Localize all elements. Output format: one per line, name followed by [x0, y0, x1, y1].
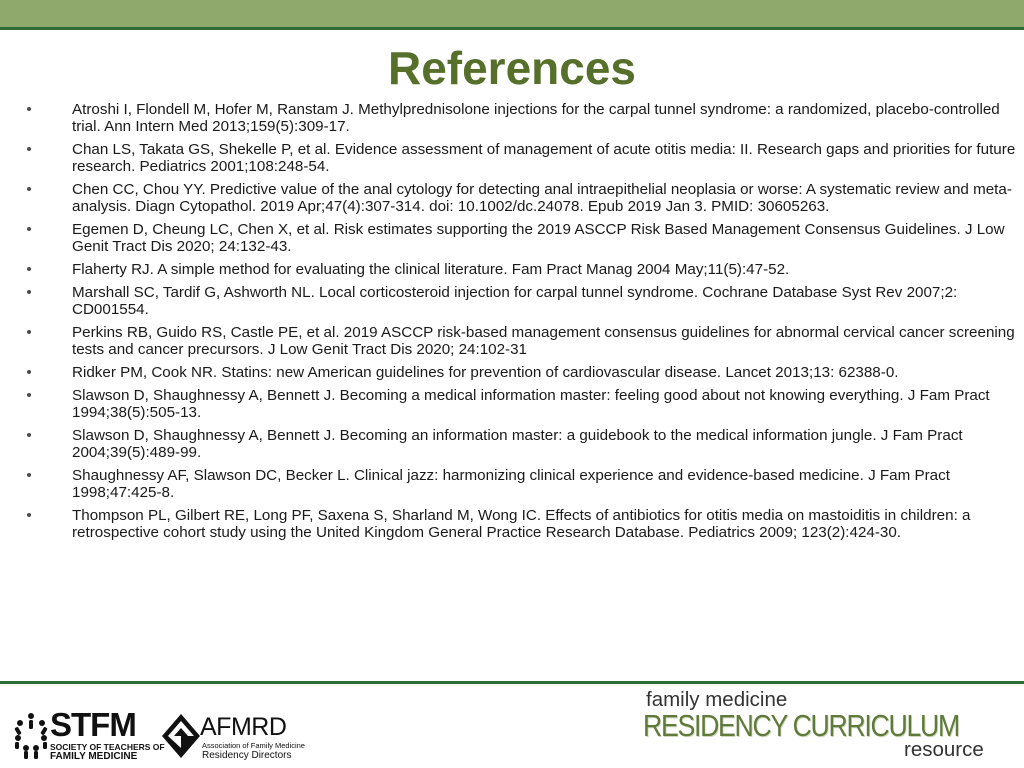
bullet-icon: •: [26, 101, 32, 118]
reference-item: [22, 364, 1022, 381]
reference-text: Slawson D, Shaughnessy A, Bennett J. Becoming a medical information master: feeling good about not knowing everything. J Fam Pract 1994;38(5):505-13.: [72, 387, 990, 421]
reference-text: Egemen D, Cheung LC, Chen X, et al. Risk estimates supporting the 2019 ASCCP Risk Based Management Consensus Guidelines. J Low Genit Tract Dis 2020; 24:132-43.: [72, 221, 1005, 255]
reference-item: [22, 324, 1022, 358]
bullet-icon: •: [26, 427, 32, 444]
reference-text: Chan LS, Takata GS, Shekelle P, et al. Evidence assessment of management of acute otitis media: II. Research gaps and priorities for future research. Pediatrics 2001;108:248-54.: [72, 141, 1016, 175]
reference-text: Shaughnessy AF, Slawson DC, Becker L. Clinical jazz: harmonizing clinical experience and evidence-based medicine. J Fam Pract 1998;47:425-8.: [72, 467, 950, 501]
bullet-icon: •: [26, 364, 32, 381]
reference-text: Slawson D, Shaughnessy A, Bennett J. Becoming an information master: a guidebook to the medical information jungle. J Fam Pract 2004;39(5):489-99.: [72, 427, 963, 461]
header-rule: [0, 27, 1024, 30]
afmrd-subtitle-line2: Residency Directors: [202, 750, 292, 761]
reference-item: [22, 261, 1022, 278]
stfm-logo: [14, 706, 165, 762]
reference-item: [22, 507, 1022, 541]
bullet-icon: •: [26, 141, 32, 158]
reference-item: [22, 181, 1022, 215]
reference-text: Ridker PM, Cook NR. Statins: new American guidelines for prevention of cardiovascular disease. Lancet 2013;13: 62388-0.: [72, 364, 899, 381]
people-circle-icon: [14, 710, 48, 760]
reference-item: [22, 427, 1022, 461]
reference-text: Chen CC, Chou YY. Predictive value of the anal cytology for detecting anal intraepithelial neoplasia or worse: A systematic review and meta-analysis. Diagn Cytopathol. 2019 Apr;47(4):307-314. doi: 10.1002/dc.24078. Epub 2019 Jan 3. PMID: 30605263.: [72, 181, 1012, 215]
stfm-subtitle-line1: SOCIETY OF TEACHERS OF: [50, 742, 165, 752]
reference-text: Marshall SC, Tardif G, Ashworth NL. Local corticosteroid injection for carpal tunnel syndrome. Cochrane Database Syst Rev 2007;2: CD001554.: [72, 284, 958, 318]
curriculum-logo-line2: RESIDENCY CURRICULUM: [643, 708, 959, 743]
reference-item: [22, 221, 1022, 255]
reference-text: Thompson PL, Gilbert RE, Long PF, Saxena S, Sharland M, Wong IC. Effects of antibiotics for otitis media on mastoiditis in children: a retrospective cohort study using the United Kingdom General Practice Research Database. Pediatrics 2009; 123(2):424-30.: [72, 507, 971, 541]
reference-item: [22, 101, 1022, 135]
page-title: References: [387, 42, 637, 94]
stfm-wordmark: STFM: [50, 706, 136, 743]
reference-text: Atroshi I, Flondell M, Hofer M, Ranstam J. Methylprednisolone injections for the carpal tunnel syndrome: a randomized, placebo-controlled trial. Ann Intern Med 2013;159(5):309-17.: [72, 101, 1000, 135]
reference-list: [22, 101, 1022, 547]
curriculum-logo-line1: family medicine: [646, 688, 788, 711]
afmrd-subtitle-line1: Association of Family Medicine: [202, 741, 305, 750]
afmrd-logo: [160, 712, 305, 762]
bullet-icon: •: [26, 284, 32, 301]
reference-item: [22, 141, 1022, 175]
bullet-icon: •: [26, 181, 32, 198]
header-band: [0, 0, 1024, 27]
bullet-icon: •: [26, 324, 32, 341]
stfm-subtitle-line2: FAMILY MEDICINE: [50, 751, 138, 762]
reference-text: Flaherty RJ. A simple method for evaluating the clinical literature. Fam Pract Manag 2004 May;11(5):47-52.: [72, 261, 790, 278]
afmrd-wordmark: AFMRD: [200, 713, 287, 741]
reference-text: Perkins RB, Guido RS, Castle PE, et al. 2019 ASCCP risk-based management consensus guidelines for abnormal cervical cancer screening tests and cancer precursors. J Low Genit Tract Dis 2020; 24:102-31: [72, 324, 1015, 358]
bullet-icon: •: [26, 261, 32, 278]
bullet-icon: •: [26, 387, 32, 404]
footer-rule: [0, 681, 1024, 684]
bullet-icon: •: [26, 467, 32, 484]
curriculum-logo-line3: resource: [904, 738, 984, 761]
reference-item: [22, 284, 1022, 318]
bullet-icon: •: [26, 507, 32, 524]
reference-item: [22, 467, 1022, 501]
reference-item: [22, 387, 1022, 421]
bullet-icon: •: [26, 221, 32, 238]
diamond-arrow-icon: [160, 712, 202, 760]
